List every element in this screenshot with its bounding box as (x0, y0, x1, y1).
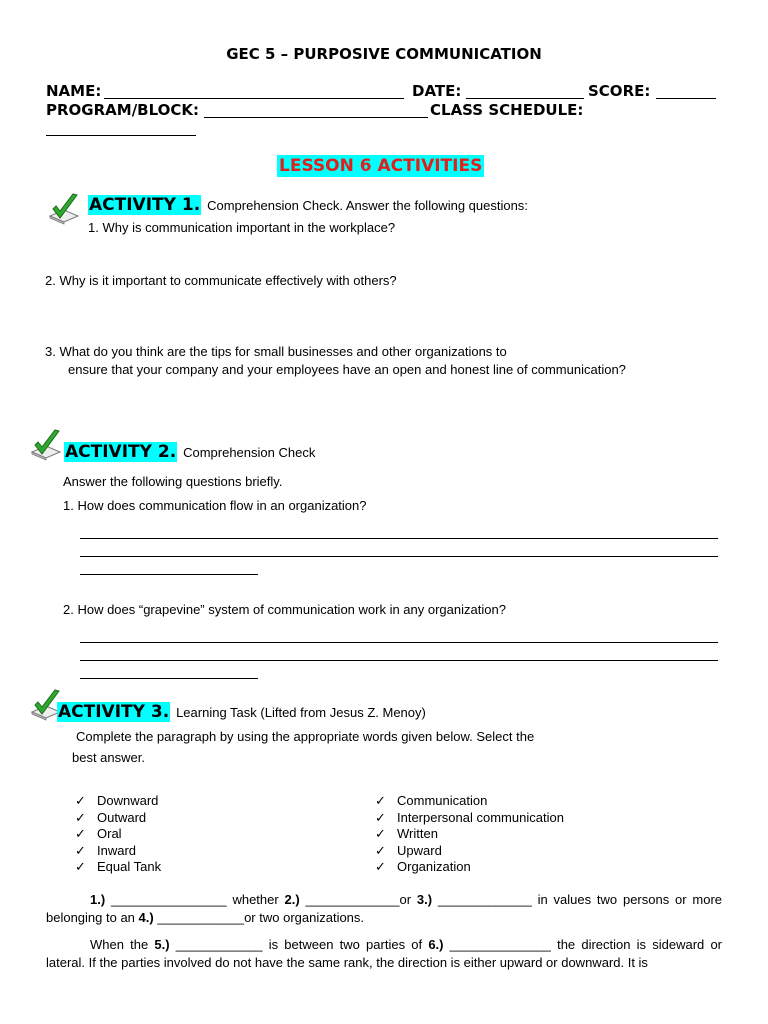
activity3-paragraph-2: When the 5.) ____________ is between two parties of 6.) ______________ the direction is sideward or lateral. If the parties involved do not have the same rank, the direction is either upward or downward. It is (46, 937, 723, 970)
score-label: SCORE: (588, 82, 651, 100)
activity1-desc: Comprehension Check. Answer the following questions: (207, 198, 528, 213)
blank-number: 2.) (284, 892, 300, 907)
answer-line[interactable] (80, 660, 718, 661)
check-bullet-icon: ✓ (75, 859, 86, 874)
blank-number: 5.) (154, 937, 170, 952)
answer-line[interactable] (80, 556, 718, 557)
activity3-heading (57, 702, 426, 722)
choice-item: ✓ Organization (375, 859, 471, 874)
check-bullet-icon: ✓ (375, 842, 386, 858)
check-bullet-icon: ✓ (75, 809, 86, 825)
activity3-instruction: Complete the paragraph by using the appropriate words given below. Select the (76, 729, 535, 744)
activity2-question-1: 1. How does communication flow in an organization? (63, 498, 367, 513)
choice-item: ✓ Downward (75, 793, 159, 808)
activity3-label: ACTIVITY 3. (58, 702, 170, 722)
check-bullet-icon: ✓ (375, 826, 386, 841)
check-bullet-icon: ✓ (375, 859, 386, 874)
activity2-question-2: 2. How does “grapevine” system of communication work in any organization? (63, 602, 506, 617)
date-label: DATE: (412, 82, 462, 100)
choice-item: ✓ Oral (75, 826, 122, 841)
blank-number: 3.) (416, 892, 433, 907)
choice-list-left (75, 793, 161, 876)
check-bullet-icon: ✓ (75, 793, 86, 808)
program-label: PROGRAM/BLOCK: (46, 101, 200, 119)
activity1-question-2: 2. Why is it important to communicate effectively with others? (45, 273, 397, 288)
answer-line[interactable] (80, 642, 718, 643)
checkmark-icon (28, 428, 64, 462)
check-bullet-icon: ✓ (375, 809, 386, 825)
activity2-label: ACTIVITY 2. (65, 442, 177, 462)
checkmark-icon (46, 192, 82, 226)
activity1-question-3: 3. What do you think are the tips for small businesses and other organizations to (45, 344, 507, 359)
answer-line[interactable] (80, 678, 258, 679)
choice-item: ✓ Outward (75, 809, 147, 825)
blank-number: 1.) (90, 892, 106, 907)
check-bullet-icon: ✓ (375, 793, 386, 808)
activity2-heading (64, 442, 315, 462)
choice-item: ✓ Upward (375, 842, 442, 858)
choice-item: ✓ Written (375, 826, 438, 841)
lesson-heading: LESSON 6 ACTIVITIES (279, 156, 483, 176)
choice-item: ✓ Equal Tank (75, 859, 162, 874)
document-title: GEC 5 – PURPOSIVE COMMUNICATION (226, 45, 542, 63)
activity3-paragraph-1: 1.) ________________ whether 2.) _____________or 3.) _____________ in values two persons or more belonging to an 4.) ____________or two organizations. (46, 892, 723, 925)
check-bullet-icon: ✓ (75, 842, 86, 858)
answer-line[interactable] (80, 538, 718, 539)
activity2-instruction: Answer the following questions briefly. (63, 474, 283, 489)
schedule-blank[interactable] (46, 135, 196, 136)
choice-item: ✓ Interpersonal communication (375, 809, 564, 825)
date-blank[interactable] (466, 98, 584, 99)
activity1-question-1: 1. Why is communication important in the workplace? (88, 220, 396, 235)
activity1-heading (88, 195, 528, 215)
answer-line[interactable] (80, 574, 258, 575)
name-blank[interactable] (104, 98, 404, 99)
choice-item: ✓ Inward (75, 842, 137, 858)
program-blank[interactable] (204, 117, 428, 118)
activity1-label: ACTIVITY 1. (89, 195, 201, 215)
activity3-instruction-cont: best answer. (72, 750, 145, 765)
name-label: NAME: (46, 82, 102, 100)
score-blank[interactable] (656, 98, 716, 99)
blank-number: 4.) (138, 910, 154, 925)
blank-number: 6.) (428, 937, 444, 952)
schedule-label: CLASS SCHEDULE: (430, 101, 584, 119)
activity2-desc: Comprehension Check (183, 445, 316, 460)
choice-list-right (375, 793, 564, 876)
activity3-desc: Learning Task (Lifted from Jesus Z. Menoy) (176, 705, 426, 720)
activity1-question-3-cont: ensure that your company and your employees have an open and honest line of communication? (68, 362, 626, 377)
choice-item: ✓ Communication (375, 793, 488, 808)
check-bullet-icon: ✓ (75, 826, 86, 841)
